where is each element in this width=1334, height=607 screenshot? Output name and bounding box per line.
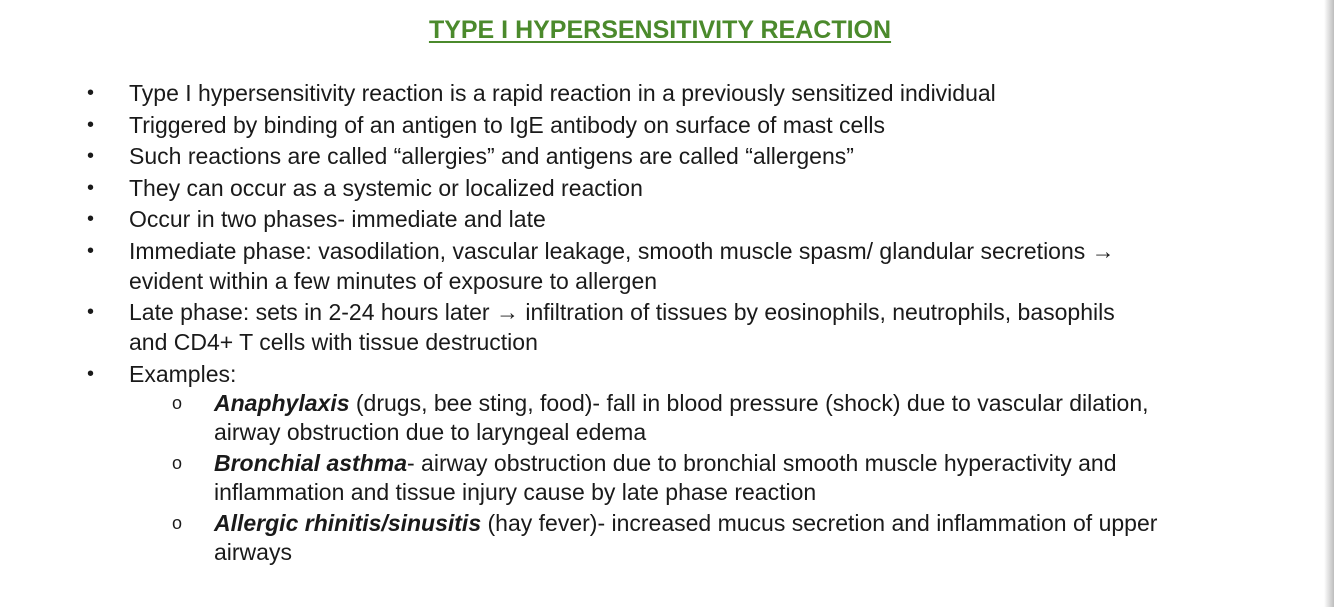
bullet-text: They can occur as a systemic or localized reaction <box>129 174 643 201</box>
example-line-continued: airways <box>214 539 292 565</box>
example-item <box>0 389 1320 448</box>
bullet-item <box>0 173 1320 203</box>
example-item <box>0 509 1320 568</box>
bullet-text-continued: evident within a few minutes of exposure to allergen <box>129 267 658 294</box>
bullet-text: Examples: <box>129 360 237 387</box>
bullet-text: Type I hypersensitivity reaction is a rapid reaction in a previously sensitized individual <box>129 80 996 106</box>
sub-bullet-circle: o <box>172 452 183 473</box>
example-item <box>0 449 1320 508</box>
example-line <box>214 449 1320 479</box>
bullet-text: Such reactions are called “allergies” and antigens are called “allergens” <box>129 143 854 169</box>
example-description: (drugs, bee sting, food)- fall in blood pressure (shock) due to vascular dilation, <box>349 389 1149 416</box>
example-term: Allergic rhinitis/sinusitis <box>214 509 482 536</box>
bullet-item <box>0 110 1320 140</box>
bullet-dot: • <box>87 239 95 262</box>
example-term: Bronchial asthma <box>214 449 407 476</box>
page-edge-shadow <box>1324 0 1334 607</box>
example-description: - airway obstruction due to bronchial smooth muscle hyperactivity and <box>407 449 1117 476</box>
bullet-item <box>0 297 1320 357</box>
example-term: Anaphylaxis <box>214 389 350 416</box>
sub-bullet-circle: o <box>172 512 183 533</box>
example-line-continued: inflammation and tissue injury cause by late phase reaction <box>214 479 817 505</box>
bullet-item <box>0 236 1320 296</box>
bullet-text: Late phase: sets in 2-24 hours later → infiltration of tissues by eosinophils, neutrophils, basophils <box>129 299 1115 325</box>
examples-list <box>0 389 1320 568</box>
bullet-dot: • <box>87 362 95 385</box>
bullet-dot: • <box>87 82 95 104</box>
sub-bullet-circle: o <box>172 392 183 413</box>
bullet-dot: • <box>87 176 95 199</box>
bullet-dot: • <box>87 301 95 323</box>
bullet-dot: • <box>87 113 95 136</box>
bullet-dot: • <box>87 208 95 230</box>
bullet-text: Immediate phase: vasodilation, vascular leakage, smooth muscle spasm/ glandular secretions → <box>129 237 1115 264</box>
bullet-item <box>0 141 1320 171</box>
bullet-item <box>0 78 1320 108</box>
slide-title: TYPE I HYPERSENSITIVITY REACTION <box>428 16 892 44</box>
bullet-list <box>0 78 1320 569</box>
example-line-continued: airway obstruction due to laryngeal edema <box>214 419 647 445</box>
example-line <box>214 389 1320 419</box>
bullet-item <box>0 204 1320 234</box>
example-line <box>214 509 1320 539</box>
bullet-dot: • <box>87 145 95 167</box>
bullet-text: Occur in two phases- immediate and late <box>129 206 546 232</box>
example-description: (hay fever)- increased mucus secretion and inflammation of upper <box>481 509 1158 536</box>
bullet-item-examples <box>0 359 1320 568</box>
bullet-text: Triggered by binding of an antigen to IgE antibody on surface of mast cells <box>129 111 886 138</box>
bullet-text-continued: and CD4+ T cells with tissue destruction <box>129 329 538 355</box>
